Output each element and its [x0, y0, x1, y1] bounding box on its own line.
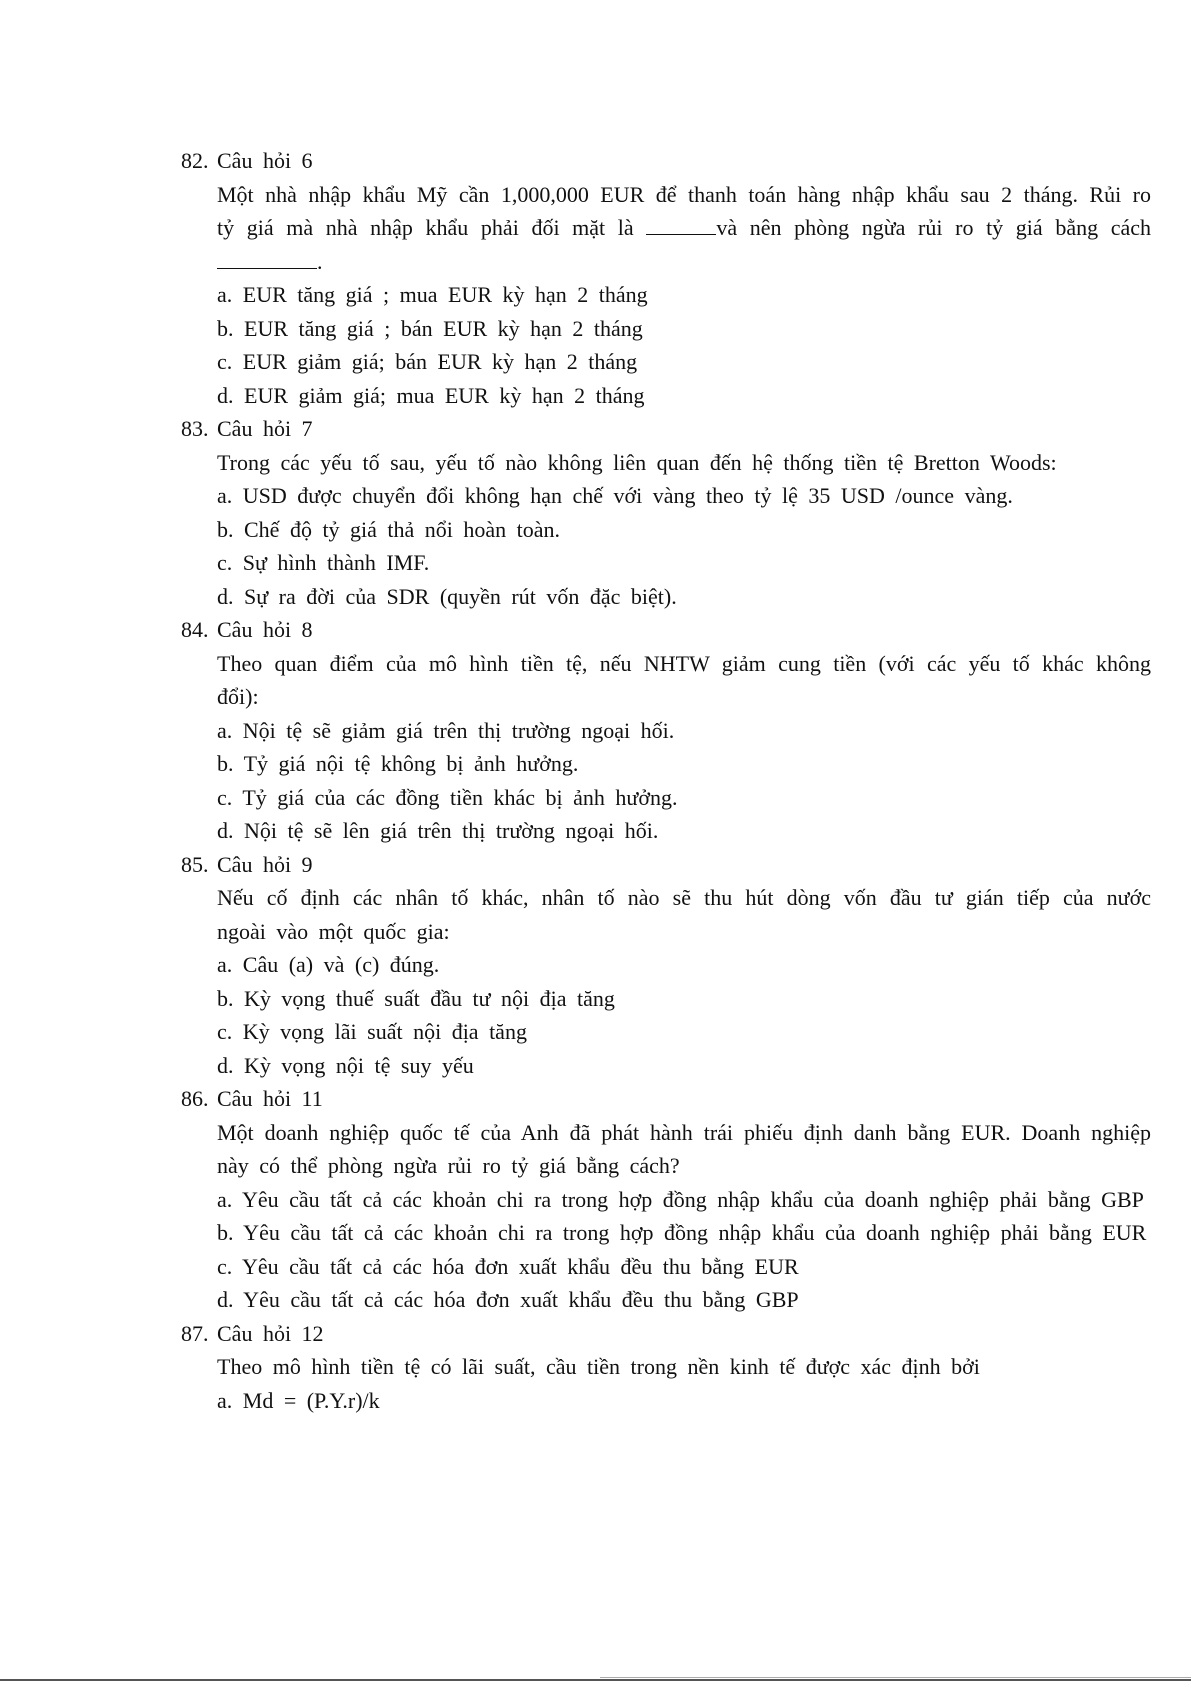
- page-divider: [0, 1679, 1191, 1681]
- question-header: [181, 144, 1151, 178]
- question-title: Câu hỏi 9: [217, 851, 313, 877]
- question-body: [181, 647, 1151, 848]
- question-header: [181, 848, 1151, 882]
- option-d: d. Kỳ vọng nội tệ suy yếu: [217, 1052, 474, 1078]
- question-title: Câu hỏi 11: [217, 1086, 323, 1111]
- option-b: b. Chế độ tỷ giá thả nổi hoàn toàn.: [217, 516, 561, 542]
- question-number: 87.: [181, 1320, 209, 1346]
- option-b: b. Tỷ giá nội tệ không bị ảnh hưởng.: [217, 751, 579, 776]
- option-d: d. Yêu cầu tất cả các hóa đơn xuất khẩu đều thu bằng GBP: [217, 1287, 799, 1312]
- question-number: 86.: [181, 1086, 209, 1111]
- option-b: b. EUR tăng giá ; bán EUR kỳ hạn 2 tháng: [217, 315, 643, 341]
- question-86: [181, 1082, 1151, 1317]
- question-84: [181, 613, 1151, 848]
- page-divider-light: [600, 1677, 1191, 1678]
- option-a: a. USD được chuyển đổi không hạn chế với vàng theo tỷ lệ 35 USD /ounce vàng.: [217, 483, 1013, 508]
- question-body: [181, 881, 1151, 1082]
- option-c: c. Sự hình thành IMF.: [217, 550, 430, 575]
- question-text: [217, 178, 1151, 279]
- question-number: 84.: [181, 617, 209, 642]
- option-d: d. Nội tệ sẽ lên giá trên thị trường ngoại hối.: [217, 818, 659, 843]
- question-title: Câu hỏi 7: [217, 416, 313, 441]
- option-c: c. Kỳ vọng lãi suất nội địa tăng: [217, 1019, 527, 1044]
- question-number: 85.: [181, 851, 209, 877]
- option-a: a. Md = (P.Y.r)/k: [217, 1387, 380, 1413]
- question-87: [181, 1317, 1151, 1418]
- question-body: [181, 178, 1151, 413]
- option-c: c. Tỷ giá của các đồng tiền khác bị ảnh hưởng.: [217, 784, 678, 810]
- question-body: [181, 446, 1151, 614]
- option-d: d. Sự ra đời của SDR (quyền rút vốn đặc biệt).: [217, 583, 677, 609]
- question-text: Theo mô hình tiền tệ có lãi suất, cầu tiền trong nền kinh tế được xác định bởi: [217, 1354, 980, 1379]
- option-b: b. Kỳ vọng thuế suất đầu tư nội địa tăng: [217, 985, 615, 1011]
- option-a: a. EUR tăng giá ; mua EUR kỳ hạn 2 tháng: [217, 282, 648, 307]
- question-number: 82.: [181, 148, 209, 173]
- question-number: 83.: [181, 416, 209, 441]
- question-title: Câu hỏi 8: [217, 617, 313, 642]
- question-list: [181, 144, 1151, 1417]
- answer-blank: [646, 212, 716, 235]
- option-a: a. Nội tệ sẽ giảm giá trên thị trường ngoại hối.: [217, 717, 675, 743]
- question-text-part: .: [317, 248, 323, 274]
- question-body: [181, 1116, 1151, 1317]
- question-header: [181, 613, 1151, 647]
- question-text-part: và nên phòng ngừa rủi ro tỷ giá bằng cách: [716, 215, 1152, 240]
- question-82: [181, 144, 1151, 412]
- question-text: Trong các yếu tố sau, yếu tố nào không liên quan đến hệ thống tiền tệ Bretton Woods:: [217, 449, 1057, 475]
- option-d: d. EUR giảm giá; mua EUR kỳ hạn 2 tháng: [217, 382, 645, 408]
- question-header: [181, 1317, 1151, 1351]
- question-text: Nếu cố định các nhân tố khác, nhân tố nào sẽ thu hút dòng vốn đầu tư gián tiếp của nước ngoài vào một quốc gia:: [217, 885, 1151, 944]
- question-text-part: Một nhà nhập khẩu Mỹ cần 1,000,000 EUR để thanh toán hàng nhập khẩu sau 2 tháng. Rủi ro tỷ giá mà nhà nhập khẩu phải đối mặt là: [217, 181, 1151, 240]
- option-c: c. Yêu cầu tất cả các hóa đơn xuất khẩu đều thu bằng EUR: [217, 1253, 799, 1279]
- question-header: [181, 1082, 1151, 1116]
- question-85: [181, 848, 1151, 1083]
- option-b: b. Yêu cầu tất cả các khoản chi ra trong hợp đồng nhập khẩu của doanh nghiệp phải bằng EUR: [217, 1220, 1147, 1245]
- question-body: [181, 1350, 1151, 1417]
- option-a: a. Yêu cầu tất cả các khoản chi ra trong hợp đồng nhập khẩu của doanh nghiệp phải bằng GBP: [217, 1186, 1144, 1212]
- option-c: c. EUR giảm giá; bán EUR kỳ hạn 2 tháng: [217, 349, 638, 374]
- answer-blank: [217, 246, 317, 269]
- question-title: Câu hỏi 6: [217, 148, 313, 173]
- option-a: a. Câu (a) và (c) đúng.: [217, 952, 440, 977]
- question-title: Câu hỏi 12: [217, 1320, 324, 1346]
- question-text: Theo quan điểm của mô hình tiền tệ, nếu NHTW giảm cung tiền (với các yếu tố khác không đổi):: [217, 650, 1151, 709]
- question-header: [181, 412, 1151, 446]
- question-text: Một doanh nghiệp quốc tế của Anh đã phát hành trái phiếu định danh bằng EUR. Doanh nghiệp này có thể phòng ngừa rủi ro tỷ giá bằng cách?: [217, 1119, 1151, 1178]
- question-83: [181, 412, 1151, 613]
